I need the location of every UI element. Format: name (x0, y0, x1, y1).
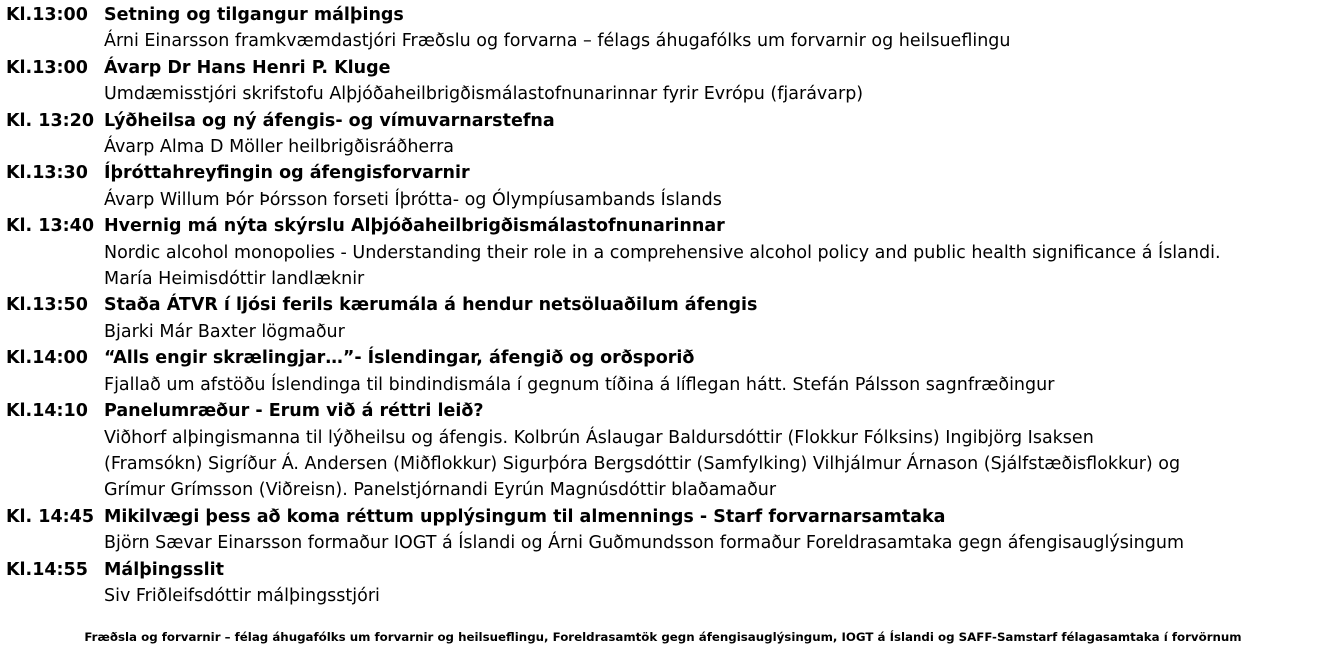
agenda-item (6, 504, 1322, 557)
agenda-item (6, 345, 1322, 398)
agenda-title: “Alls engir skrælingjar…”- Íslendingar, áfengið og orðsporið (104, 348, 695, 369)
agenda (6, 2, 1322, 609)
organizers-footer: Fræðsla og forvarnir – félag áhugafólks um forvarnir og heilsueflingu, Foreldrasamtök gegn áfengisauglýsingum, IOGT á Íslandi og SAFF-Samstarf félagasamtaka í forvörnum (84, 630, 1242, 644)
agenda-time: Kl.13:00 (6, 5, 88, 25)
agenda-time: Kl. 14:45 (6, 506, 95, 527)
agenda-detail: Grímur Grímsson (Viðreisn). Panelstjórnandi Eyrún Magnúsdóttir blaðamaður (104, 480, 777, 501)
agenda-title: Staða ÁTVR í ljósi ferils kærumála á hendur netsöluaðilum áfengis (104, 295, 758, 316)
agenda-title: Lýðheilsa og ný áfengis- og vímuvarnarstefna (104, 110, 555, 131)
agenda-detail: Viðhorf alþingismanna til lýðheilsu og áfengis. Kolbrún Áslaugar Baldursdóttir (Flokkur Fólksins) Ingibjörg Isaksen (104, 427, 1094, 448)
agenda-time: Kl. 13:20 (6, 110, 95, 131)
agenda-title: Mikilvægi þess að koma réttum upplýsingum til almennings - Starf forvarnarsamtaka (104, 506, 946, 527)
agenda-title: Málþingsslit (104, 559, 224, 580)
agenda-detail: (Framsókn) Sigríður Á. Andersen (Miðflokkur) Sigurþóra Bergsdóttir (Samfylking) Vilhjálmur Árnason (Sjálfstæðisflokkur) og (104, 453, 1181, 474)
agenda-time: Kl.13:00 (6, 57, 88, 78)
agenda-detail: Nordic alcohol monopolies - Understanding their role in a comprehensive alcohol policy and public health significance á Íslandi. (104, 242, 1221, 263)
agenda-item (6, 213, 1322, 292)
agenda-item (6, 160, 1322, 213)
agenda-detail: Fjallað um afstöðu Íslendinga til bindindismála í gegnum tíðina á líflegan hátt. Stefán Pálsson sagnfræðingur (104, 374, 1055, 395)
agenda-item (6, 398, 1322, 504)
agenda-title: Ávarp Dr Hans Henri P. Kluge (104, 57, 391, 78)
agenda-time: Kl.13:30 (6, 163, 88, 184)
agenda-title: Íþróttahreyfingin og áfengisforvarnir (104, 163, 470, 184)
agenda-item (6, 108, 1322, 161)
agenda-detail: Árni Einarsson framkvæmdastjóri Fræðslu og forvarna – félags áhugafólks um forvarnir og heilsueflingu (104, 31, 1011, 52)
agenda-item (6, 292, 1322, 345)
agenda-item (6, 55, 1322, 108)
agenda-time: Kl.14:55 (6, 559, 88, 580)
agenda-title: Hvernig má nýta skýrslu Alþjóðaheilbrigðismálastofnunarinnar (104, 216, 725, 237)
agenda-time: Kl.13:50 (6, 295, 88, 316)
agenda-title: Setning og tilgangur málþings (104, 5, 404, 25)
agenda-detail: Umdæmisstjóri skrifstofu Alþjóðaheilbrigðismálastofnunarinnar fyrir Evrópu (fjarávarp) (104, 84, 864, 105)
agenda-detail: Ávarp Alma D Möller heilbrigðisráðherra (104, 137, 454, 158)
agenda-detail: Ávarp Willum Þór Þórsson forseti Íþrótta- og Ólympíusambands Íslands (104, 189, 722, 210)
agenda-item (6, 557, 1322, 610)
agenda-time: Kl.14:00 (6, 348, 88, 369)
agenda-title: Panelumræður - Erum við á réttri leið? (104, 401, 484, 422)
agenda-detail: Siv Friðleifsdóttir málþingsstjóri (104, 585, 380, 606)
agenda-time: Kl.14:10 (6, 401, 88, 422)
agenda-detail: Bjarki Már Baxter lögmaður (104, 321, 345, 342)
agenda-detail: Björn Sævar Einarsson formaður IOGT á Íslandi og Árni Guðmundsson formaður Foreldrasamtaka gegn áfengisauglýsingum (104, 533, 1185, 554)
agenda-time: Kl. 13:40 (6, 216, 95, 237)
agenda-item (6, 2, 1322, 55)
agenda-detail: María Heimisdóttir landlæknir (104, 269, 365, 290)
